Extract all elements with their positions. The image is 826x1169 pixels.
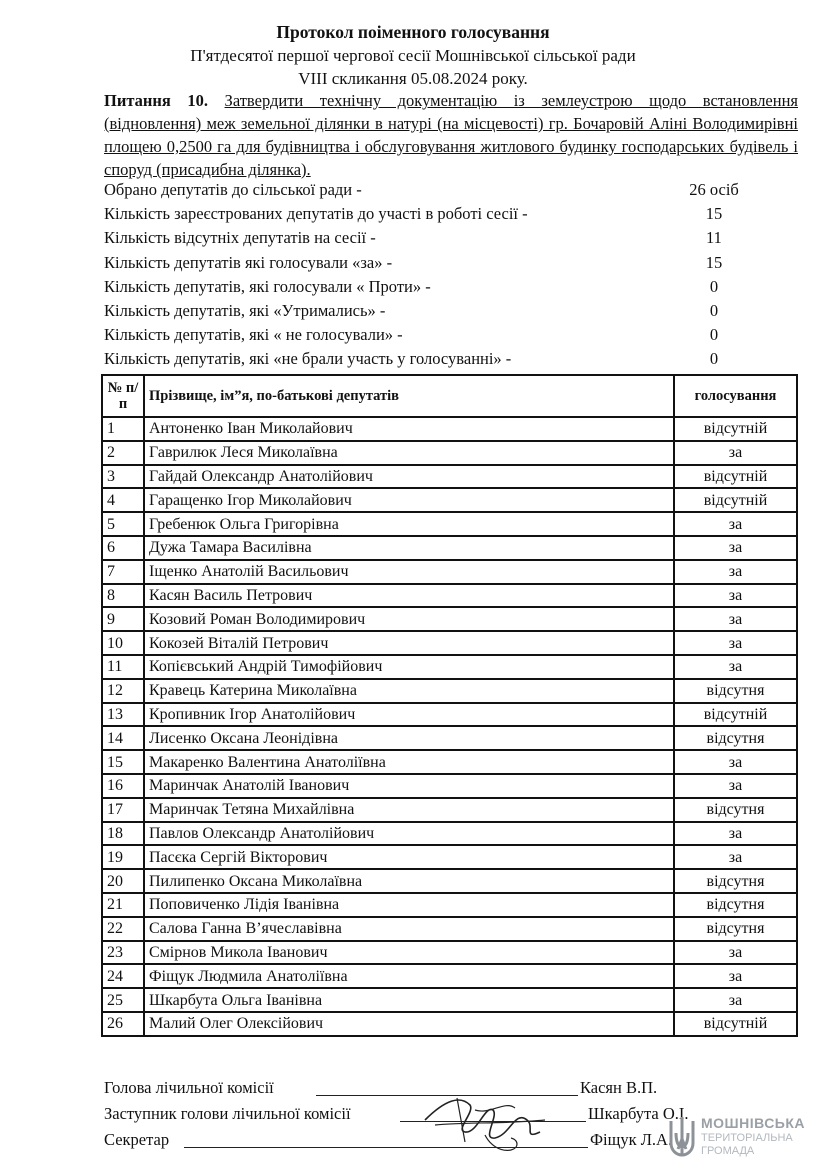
table-row xyxy=(102,941,797,965)
deputy-name: Гайдай Олександр Анатолійович xyxy=(144,465,674,489)
handwritten-signature xyxy=(415,1080,555,1160)
question-label: Питання 10. xyxy=(104,91,208,110)
row-number: 16 xyxy=(102,774,144,798)
vote-result: за xyxy=(674,941,797,965)
deputy-name: Малий Олег Олексійович xyxy=(144,1012,674,1036)
trident-icon xyxy=(667,1115,697,1159)
row-number: 6 xyxy=(102,536,144,560)
row-number: 20 xyxy=(102,869,144,893)
vote-result: відсутня xyxy=(674,893,797,917)
stat-value: 11 xyxy=(706,228,722,248)
table-row xyxy=(102,750,797,774)
vote-result: за xyxy=(674,988,797,1012)
deputy-name: Гребенюк Ольга Григорівна xyxy=(144,512,674,536)
deputy-name: Кропивник Ігор Анатолійович xyxy=(144,703,674,727)
vote-result: за xyxy=(674,774,797,798)
deputy-name: Гаврилюк Леся Миколаївна xyxy=(144,441,674,465)
deputy-name: Касян Василь Петрович xyxy=(144,584,674,608)
stat-value: 26 осіб xyxy=(689,180,739,199)
row-number: 4 xyxy=(102,488,144,512)
stat-row xyxy=(104,347,764,371)
deputy-name: Кокозей Віталій Петрович xyxy=(144,631,674,655)
row-number: 21 xyxy=(102,893,144,917)
table-row xyxy=(102,560,797,584)
deputy-name: Антоненко Іван Миколайович xyxy=(144,417,674,441)
vote-result: відсутня xyxy=(674,869,797,893)
vote-result: відсутня xyxy=(674,726,797,750)
table-row xyxy=(102,536,797,560)
vote-statistics xyxy=(104,178,764,372)
vote-result: відсутній xyxy=(674,488,797,512)
table-row xyxy=(102,703,797,727)
stat-value: 15 xyxy=(705,204,723,224)
stat-row xyxy=(104,178,764,202)
row-number: 23 xyxy=(102,941,144,965)
watermark-line1: МОШНІВСЬКА xyxy=(701,1115,806,1131)
table-row xyxy=(102,869,797,893)
row-number: 18 xyxy=(102,822,144,846)
vote-result: за xyxy=(674,655,797,679)
stat-value: 0 xyxy=(709,325,719,345)
deputy-name: Шкарбута Ольга Іванівна xyxy=(144,988,674,1012)
table-row xyxy=(102,441,797,465)
row-number: 7 xyxy=(102,560,144,584)
table-row xyxy=(102,917,797,941)
watermark-line2: ТЕРИТОРІАЛЬНА xyxy=(701,1132,793,1144)
secretary-signature-line xyxy=(104,1130,724,1152)
vote-result: за xyxy=(674,584,797,608)
vote-result: відсутній xyxy=(674,703,797,727)
table-row xyxy=(102,631,797,655)
stat-row xyxy=(104,202,764,226)
row-number: 19 xyxy=(102,845,144,869)
deputy-name: Гаращенко Ігор Миколайович xyxy=(144,488,674,512)
row-number: 25 xyxy=(102,988,144,1012)
vote-result: за xyxy=(674,750,797,774)
table-row xyxy=(102,845,797,869)
document-title: Протокол поіменного голосування xyxy=(276,22,550,42)
row-number: 2 xyxy=(102,441,144,465)
vote-result: відсутня xyxy=(674,679,797,703)
vote-result: за xyxy=(674,512,797,536)
deputy-name: Смірнов Микола Іванович xyxy=(144,941,674,965)
roll-call-table xyxy=(101,374,798,1037)
row-number: 17 xyxy=(102,798,144,822)
row-number: 9 xyxy=(102,607,144,631)
row-number: 5 xyxy=(102,512,144,536)
deputy-name: Маринчак Анатолій Іванович xyxy=(144,774,674,798)
table-row xyxy=(102,655,797,679)
row-number: 15 xyxy=(102,750,144,774)
deputy-name: Дужа Тамара Василівна xyxy=(144,536,674,560)
deputy-name: Салова Ганна В’ячеславівна xyxy=(144,917,674,941)
deputy-name: Поповиченко Лідія Іванівна xyxy=(144,893,674,917)
deputy-name: Пилипенко Оксана Миколаївна xyxy=(144,869,674,893)
table-row xyxy=(102,774,797,798)
vote-result: відсутній xyxy=(674,1012,797,1036)
stat-value: 0 xyxy=(709,276,719,296)
vote-result: відсутня xyxy=(674,917,797,941)
deputy-name: Козовий Роман Володимирович xyxy=(144,607,674,631)
vote-result: за xyxy=(674,607,797,631)
deputy-name: Копієвський Андрій Тимофійович xyxy=(144,655,674,679)
table-header-row xyxy=(102,375,797,417)
stat-row xyxy=(104,226,764,250)
stat-label: Кількість депутатів, які голосували « Проти» - xyxy=(104,276,431,296)
table-row xyxy=(102,988,797,1012)
chair-role: Голова лічильної комісії xyxy=(104,1078,274,1097)
table-row xyxy=(102,679,797,703)
stat-label: Кількість депутатів, які « не голосували» - xyxy=(104,325,403,345)
vote-result: відсутня xyxy=(674,798,797,822)
session-line: П'ятдесятої першої чергової сесії Мошнівської сільської ради xyxy=(190,46,636,65)
stat-value: 0 xyxy=(709,349,719,369)
stat-label: Кількість депутатів, які «не брали участь у голосуванні» - xyxy=(104,349,512,369)
vote-result: за xyxy=(674,822,797,846)
question-text: Затвердити технічну документацію із землеустрою щодо встановлення (відновлення) меж земельної ділянки в натурі (на місцевості) гр. Бочаровій Аліні Володимирівні площею 0,2500 га для будівництва і обслуговування житлового будинку господарських будівель і споруд (присадибна ділянка). xyxy=(104,91,799,179)
deputy-name: Маринчак Тетяна Михайлівна xyxy=(144,798,674,822)
vote-result: за xyxy=(674,964,797,988)
header-vote: голосування xyxy=(674,375,797,417)
community-watermark xyxy=(667,1113,807,1163)
row-number: 10 xyxy=(102,631,144,655)
row-number: 11 xyxy=(102,655,144,679)
vote-result: відсутній xyxy=(674,417,797,441)
row-number: 26 xyxy=(102,1012,144,1036)
table-row xyxy=(102,465,797,489)
table-row xyxy=(102,964,797,988)
vote-result: за xyxy=(674,536,797,560)
deputy-name: Макаренко Валентина Анатоліївна xyxy=(144,750,674,774)
stat-row xyxy=(104,275,764,299)
chair-signature-line xyxy=(104,1078,724,1100)
stat-label: Кількість зареєстрованих депутатів до участі в роботі сесії - xyxy=(104,204,528,224)
row-number: 12 xyxy=(102,679,144,703)
watermark-line3: ГРОМАДА xyxy=(701,1145,755,1157)
deputy-name: Павлов Олександр Анатолійович xyxy=(144,822,674,846)
vote-result: за xyxy=(674,631,797,655)
stat-label: Кількість депутатів які голосували «за» - xyxy=(104,252,393,272)
table-row xyxy=(102,512,797,536)
secretary-role: Секретар xyxy=(104,1130,170,1149)
row-number: 24 xyxy=(102,964,144,988)
row-number: 8 xyxy=(102,584,144,608)
secretary-name: Фіщук Л.А. xyxy=(590,1130,673,1149)
row-number: 3 xyxy=(102,465,144,489)
stat-row xyxy=(104,299,764,323)
table-row xyxy=(102,822,797,846)
table-row xyxy=(102,584,797,608)
table-row xyxy=(102,798,797,822)
convocation-date-line: VIII скликання 05.08.2024 року. xyxy=(298,69,528,88)
deputy-name: Пасєка Сергій Вікторович xyxy=(144,845,674,869)
table-row xyxy=(102,1012,797,1036)
deputy-name: Фіщук Людмила Анатоліївна xyxy=(144,964,674,988)
vote-result: відсутній xyxy=(674,465,797,489)
row-number: 22 xyxy=(102,917,144,941)
vote-result: за xyxy=(674,441,797,465)
stat-value: 0 xyxy=(709,300,719,320)
table-row xyxy=(102,417,797,441)
deputy-name: Іщенко Анатолій Васильович xyxy=(144,560,674,584)
row-number: 1 xyxy=(102,417,144,441)
chair-name: Касян В.П. xyxy=(580,1078,658,1097)
header-name: Прізвище, ім”я, по-батькові депутатів xyxy=(144,375,674,417)
table-row xyxy=(102,726,797,750)
stat-label: Кількість депутатів, які «Утримались» - xyxy=(104,300,386,320)
deputy-name: Лисенко Оксана Леонідівна xyxy=(144,726,674,750)
table-row xyxy=(102,488,797,512)
stat-row xyxy=(104,251,764,275)
question-block xyxy=(104,89,798,181)
deputy-name: Шкарбута О.І. xyxy=(588,1104,689,1123)
deputy-signature-line xyxy=(104,1104,724,1126)
row-number: 13 xyxy=(102,703,144,727)
table-row xyxy=(102,893,797,917)
row-number: 14 xyxy=(102,726,144,750)
table-row xyxy=(102,607,797,631)
stat-value: 15 xyxy=(705,252,723,272)
header-number: № п/п xyxy=(102,375,144,417)
deputy-name: Кравець Катерина Миколаївна xyxy=(144,679,674,703)
stat-label: Обрано депутатів до сільської ради - xyxy=(104,180,362,199)
stat-row xyxy=(104,323,764,347)
vote-result: за xyxy=(674,845,797,869)
vote-result: за xyxy=(674,560,797,584)
deputy-role: Заступник голови лічильної комісії xyxy=(104,1104,351,1123)
stat-label: Кількість відсутніх депутатів на сесії - xyxy=(104,228,376,248)
